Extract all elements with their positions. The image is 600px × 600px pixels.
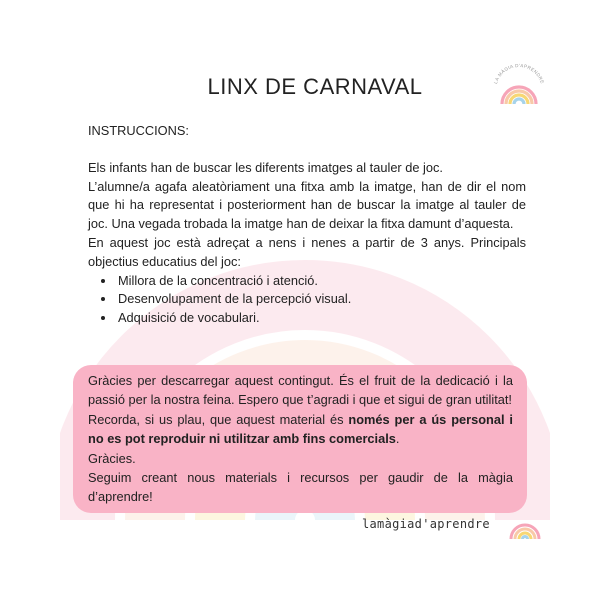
brand-logo: [490, 60, 548, 110]
instructions-section: [88, 122, 526, 328]
instructions-paragraph: L’alumne/a agafa aleatòriament una fitxa amb la imatge, han de dir el nom que hi ha representat i posteriorment han de buscar la imatge al tauler de joc. Una vegada trobada la imatge han de deixar la fitxa damunt d’aquesta.: [88, 178, 526, 232]
notice-paragraph: Gràcies.: [88, 450, 136, 466]
rainbow-icon: [490, 60, 548, 110]
svg-text:LA MÀGIA D'APRENDRE: [493, 63, 545, 85]
instructions-paragraph: Els infants han de buscar les diferents imatges al tauler de joc.: [88, 159, 443, 175]
notice-bold-text: només per a ús personal i no es pot reproduir ni utilitzar amb fins comercials: [88, 411, 513, 447]
notice-text: Recorda, si us plau, que aquest material és: [88, 411, 349, 427]
list-item: • Adquisició de vocabulari.: [116, 309, 526, 328]
objectives-list: [88, 272, 526, 328]
thank-you-notice: [73, 365, 527, 513]
instructions-paragraph: En aquest joc està adreçat a nens i nenes a partir de 3 anys. Principals objectius educatius del joc:: [88, 234, 526, 269]
logo-text: LA MÀGIA D'APRENDRE: [492, 62, 546, 85]
signature: lamàgiad'aprendre: [362, 517, 490, 531]
instructions-heading: INSTRUCCIONS:: [88, 123, 189, 138]
rainbow-icon: [508, 512, 542, 540]
footer-logo: [508, 512, 542, 540]
notice-paragraph: Seguim creant nous materials i recursos per gaudir de la màgia d’aprendre!: [88, 470, 513, 505]
notice-paragraph-usage: [88, 410, 513, 449]
list-item: • Desenvolupament de la percepció visual.: [116, 290, 526, 309]
page-title: LINX DE CARNAVAL: [207, 74, 423, 99]
notice-text: .: [395, 431, 400, 447]
list-item: • Millora de la concentració i atenció.: [116, 272, 526, 291]
notice-paragraph: Gràcies per descarregar aquest contingut. És el fruit de la dedicació i la passió per la nostra feina. Espero que t’agradi i que et sigui de gran utilitat!: [88, 373, 513, 408]
